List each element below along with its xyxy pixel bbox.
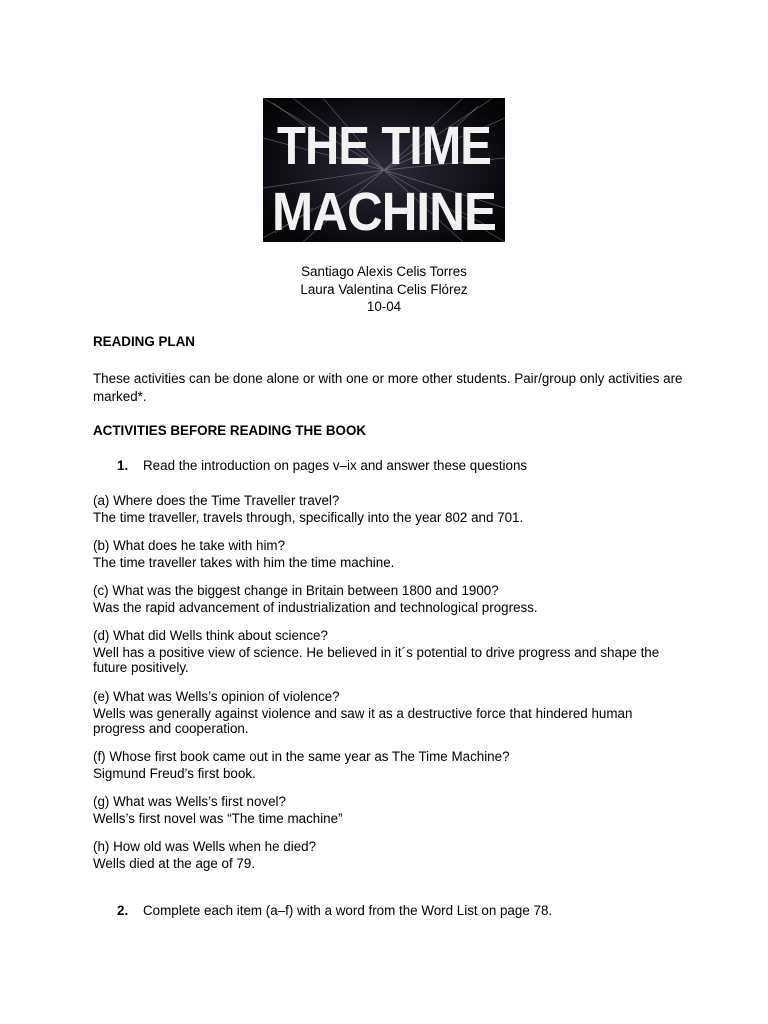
item-number: 1.: [117, 458, 129, 473]
question-g: [93, 794, 683, 827]
book-cover-image: [263, 98, 505, 242]
reading-plan-heading: READING PLAN: [93, 334, 195, 349]
cover-title-line-2: MACHINE: [272, 182, 496, 242]
question-text: (e) What was Wells’s opinion of violence?: [93, 689, 340, 704]
answer-text: Sigmund Freud’s first book.: [93, 765, 256, 781]
question-text: (c) What was the biggest change in Britain between 1800 and 1900?: [93, 583, 499, 598]
numbered-item-1: [117, 458, 677, 473]
question-text: (d) What did Wells think about science?: [93, 628, 328, 643]
cover-artwork: [263, 98, 505, 242]
item-text: Read the introduction on pages v–ix and answer these questions: [143, 458, 528, 473]
answer-text: Wells was generally against violence and saw it as a destructive force that hindered human progress and cooperation.: [93, 705, 633, 736]
reading-plan-intro: These activities can be done alone or with one or more other students. Pair/group only activities are marked*.: [93, 371, 683, 404]
question-a: [93, 493, 683, 526]
question-d: [93, 628, 683, 676]
question-f: [93, 749, 683, 782]
question-text: (h) How old was Wells when he died?: [93, 839, 317, 854]
answer-text: Wells’s first novel was “The time machine”: [93, 810, 343, 826]
class-group: 10-04: [366, 299, 402, 315]
activities-heading: ACTIVITIES BEFORE READING THE BOOK: [93, 423, 367, 438]
question-text: (g) What was Wells’s first novel?: [93, 794, 286, 809]
cover-title-line-1: THE TIME: [277, 116, 491, 176]
answer-text: Well has a positive view of science. He believed in it´s potential to drive progress and shape the future positively.: [93, 644, 660, 675]
answer-text: The time traveller, travels through, specifically into the year 802 and 701.: [93, 509, 524, 525]
question-text: (f) Whose first book came out in the same year as The Time Machine?: [93, 749, 510, 764]
answer-text: Was the rapid advancement of industrialization and technological progress.: [93, 599, 538, 615]
question-text: (a) Where does the Time Traveller travel?: [93, 493, 340, 508]
question-text: (b) What does he take with him?: [93, 538, 286, 553]
item-text: Complete each item (a–f) with a word from the Word List on page 78.: [143, 903, 553, 918]
numbered-item-2: [117, 903, 677, 918]
question-e: [93, 689, 683, 737]
question-c: [93, 583, 683, 616]
item-number: 2.: [117, 903, 129, 918]
answer-text: Wells died at the age of 79.: [93, 855, 256, 871]
authors-block: [0, 263, 768, 316]
question-b: [93, 538, 683, 571]
author-name: Laura Valentina Celis Flórez: [300, 281, 468, 297]
author-name: Santiago Alexis Celis Torres: [301, 264, 467, 279]
question-h: [93, 839, 683, 872]
answer-text: The time traveller takes with him the time machine.: [93, 554, 395, 570]
